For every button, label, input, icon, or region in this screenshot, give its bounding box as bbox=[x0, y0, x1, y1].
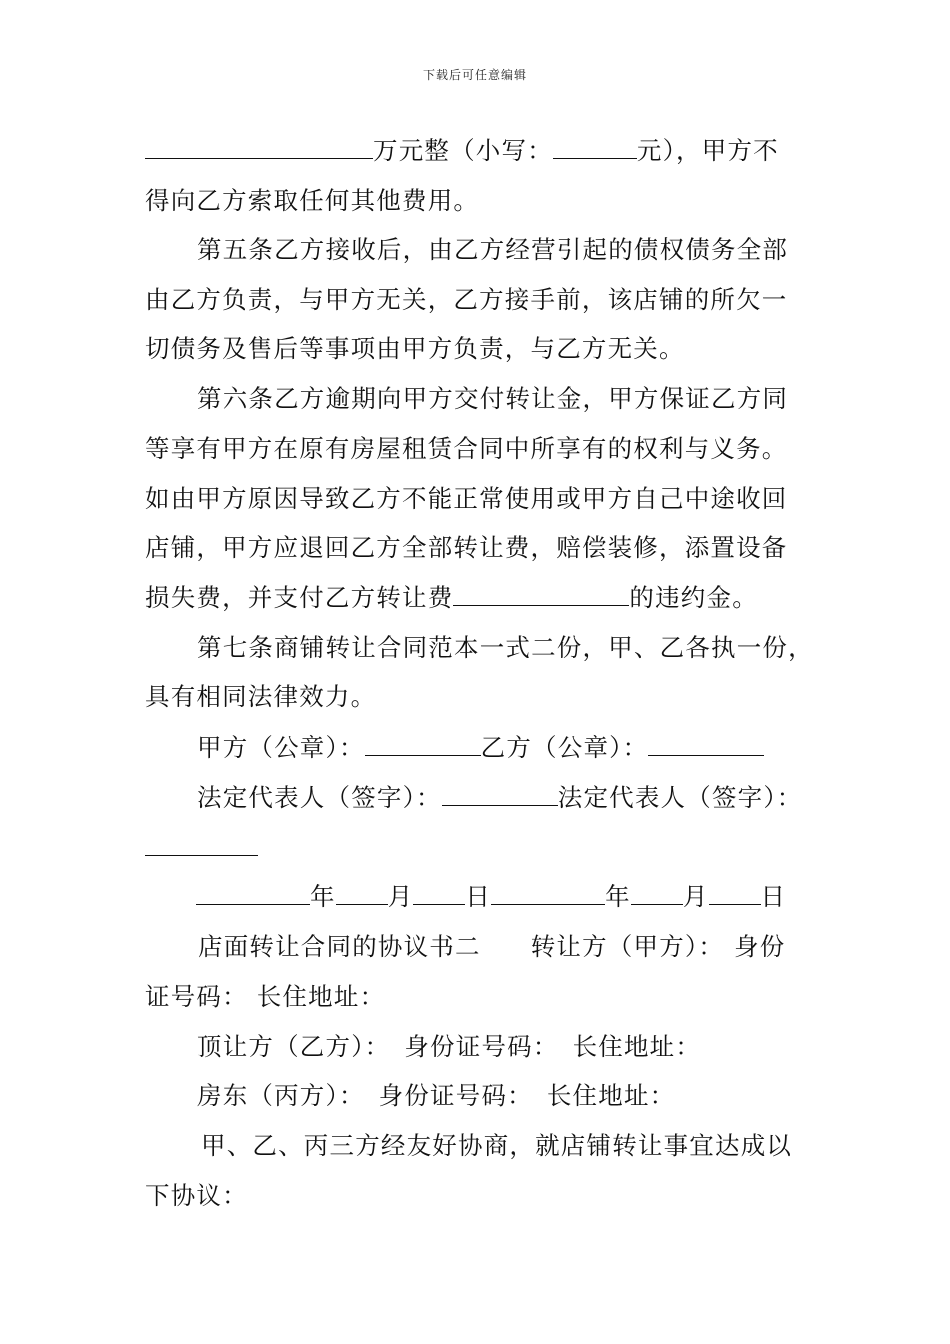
clause-7-line: 第七条商铺转让合同范本一式二份，甲、乙各执一份， bbox=[197, 633, 814, 662]
date-line: 年 月 日 年 月 日 bbox=[196, 882, 786, 912]
paragraph-line: 证号码： 长住地址： bbox=[145, 982, 386, 1011]
header-note: 下载后可任意编辑 bbox=[422, 68, 527, 82]
landlord-line: 房东（丙方）： 身份证号码： 长住地址： bbox=[197, 1081, 676, 1110]
amount-words-blank bbox=[145, 136, 373, 159]
penalty-blank bbox=[453, 583, 629, 606]
party-b-seal-blank bbox=[648, 733, 764, 756]
amount-label: 万元整（小写： bbox=[373, 136, 553, 165]
party-a-rep-blank bbox=[442, 783, 558, 806]
transferor-label: 转让方（甲方）： bbox=[530, 932, 725, 961]
paragraph-line: 切债务及售后等事项由甲方负责，与乙方无关。 bbox=[145, 334, 685, 363]
amount-tail: 元），甲方不 bbox=[636, 136, 779, 165]
seal-line bbox=[197, 733, 764, 763]
amount-line bbox=[145, 136, 779, 166]
agreement-2-title-line: 店面转让合同的协议书二 转让方（甲方）： 身份 bbox=[198, 932, 786, 961]
paragraph-line: 店铺，甲方应退回乙方全部转让费，赔偿装修，添置设备 bbox=[145, 533, 788, 562]
clause-5-line: 第五条乙方接收后，由乙方经营引起的债权债务全部 bbox=[197, 235, 789, 264]
amount-digits-blank bbox=[553, 136, 637, 159]
representative-line bbox=[197, 783, 803, 813]
party-a-seal-blank bbox=[365, 733, 481, 756]
clause-6-line: 第六条乙方逾期向甲方交付转让金，甲方保证乙方同 bbox=[197, 384, 789, 413]
party-b-seal-label: 乙方（公章）： bbox=[480, 733, 649, 762]
penalty-line: 损失费，并支付乙方转让费 的违约金。 bbox=[145, 583, 758, 612]
paragraph-line: 下协议： bbox=[145, 1181, 248, 1210]
transferee-line: 顶让方（乙方）： 身份证号码： 长住地址： bbox=[197, 1032, 702, 1061]
party-a-rep-label: 法定代表人（签字）： bbox=[197, 783, 442, 812]
paragraph-line: 由乙方负责，与甲方无关，乙方接手前，该店铺的所欠一 bbox=[145, 285, 788, 314]
party-b-rep-blank bbox=[145, 833, 258, 856]
party-a-seal-label: 甲方（公章）： bbox=[197, 733, 365, 762]
party-b-rep-label: 法定代表人（签字）： bbox=[557, 783, 803, 812]
agreement-2-title: 店面转让合同的协议书二 bbox=[198, 932, 481, 961]
paragraph-line: 得向乙方索取任何其他费用。 bbox=[145, 186, 480, 215]
paragraph-line: 如由甲方原因导致乙方不能正常使用或甲方自己中途收回 bbox=[145, 484, 788, 513]
representative-blank-line bbox=[145, 833, 258, 863]
paragraph-line: 甲、乙、丙三方经友好协商，就店铺转让事宜达成以 bbox=[201, 1131, 793, 1160]
paragraph-line: 具有相同法律效力。 bbox=[145, 682, 377, 711]
paragraph-line: 等享有甲方在原有房屋租赁合同中所享有的权利与义务。 bbox=[145, 434, 788, 463]
